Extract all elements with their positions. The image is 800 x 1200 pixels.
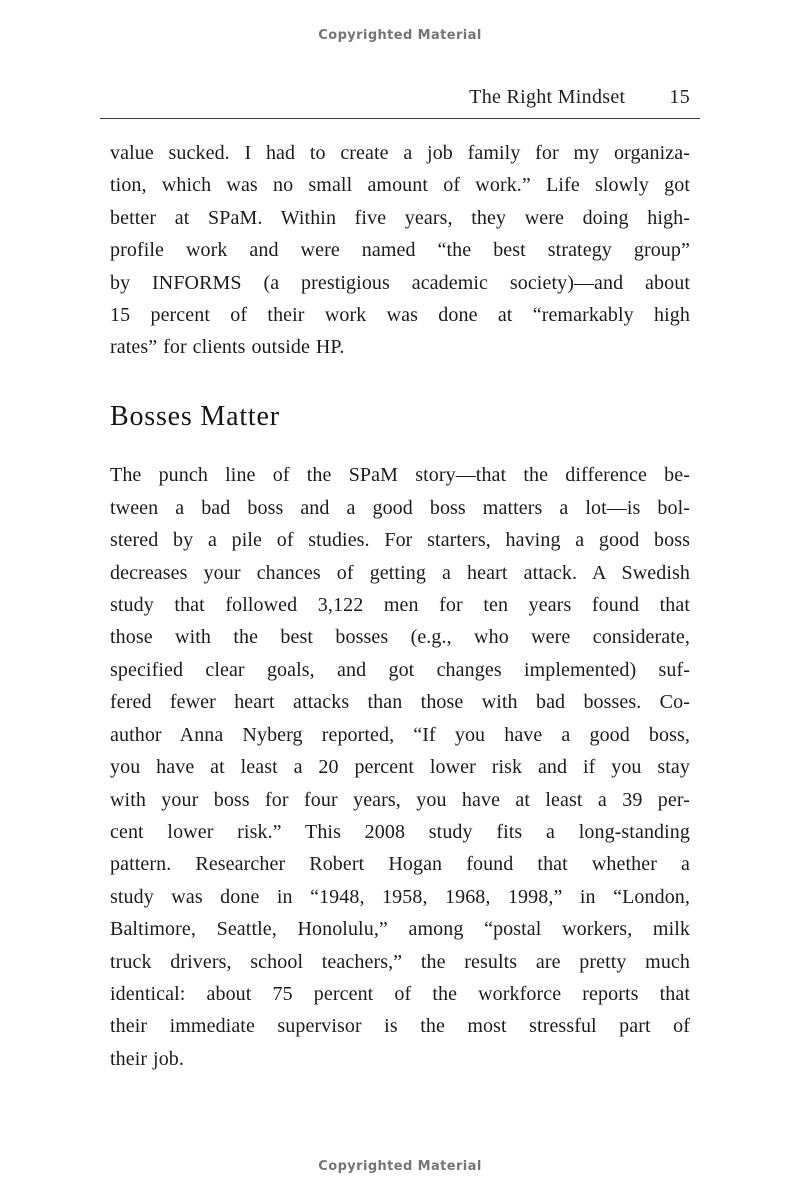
watermark-bottom: Copyrighted Material [318, 1159, 482, 1174]
text-line: tween a bad boss and a good boss matters a lot—is bol- [110, 496, 690, 519]
header-divider [100, 118, 700, 119]
section-heading: Bosses Matter [110, 400, 280, 432]
text-line: profile work and were named “the best strategy group” [110, 239, 690, 262]
text-line: The punch line of the SPaM story—that the difference be- [110, 464, 690, 487]
text-line: better at SPaM. Within five years, they were doing high- [110, 206, 690, 229]
text-line: their job. [110, 1047, 185, 1070]
text-line: study that followed 3,122 men for ten years found that [110, 594, 690, 617]
text-line: by INFORMS (a prestigious academic society)—and about [110, 271, 690, 294]
text-line: rates” for clients outside HP. [110, 336, 345, 359]
text-line: specified clear goals, and got changes implemented) suf- [110, 658, 690, 681]
text-line: study was done in “1948, 1958, 1968, 1998,” in “London, [110, 885, 690, 908]
text-line: identical: about 75 percent of the workforce reports that [110, 982, 690, 1005]
text-line: stered by a pile of studies. For starters, having a good boss [110, 529, 690, 552]
running-header [110, 86, 690, 109]
text-line: 15 percent of their work was done at “remarkably high [110, 304, 690, 327]
text-line: those with the best bosses (e.g., who were considerate, [110, 626, 690, 649]
text-line: cent lower risk.” This 2008 study fits a long-standing [110, 820, 690, 843]
text-line: value sucked. I had to create a job family for my organiza- [110, 142, 690, 164]
text-line: author Anna Nyberg reported, “If you have a good boss, [110, 723, 690, 746]
text-line: tion, which was no small amount of work.” Life slowly got [110, 174, 690, 197]
text-line: pattern. Researcher Robert Hogan found that whether a [110, 853, 690, 876]
page-body [110, 86, 690, 1075]
text-line: Baltimore, Seattle, Honolulu,” among “postal workers, milk [110, 918, 690, 941]
text-line: fered fewer heart attacks than those with bad bosses. Co- [110, 691, 690, 714]
text-line: decreases your chances of getting a heart attack. A Swedish [110, 561, 690, 584]
watermark-top: Copyrighted Material [318, 28, 482, 43]
text-line: truck drivers, school teachers,” the results are pretty much [110, 950, 690, 973]
paragraph-bosses-matter [110, 459, 690, 1075]
page-number: 15 [669, 86, 690, 108]
text-line: with your boss for four years, you have at least a 39 per- [110, 788, 690, 811]
text-line: their immediate supervisor is the most stressful part of [110, 1015, 690, 1038]
text-line: you have at least a 20 percent lower risk and if you stay [110, 756, 690, 779]
chapter-title: The Right Mindset [469, 86, 626, 108]
paragraph-continuation [110, 137, 690, 364]
